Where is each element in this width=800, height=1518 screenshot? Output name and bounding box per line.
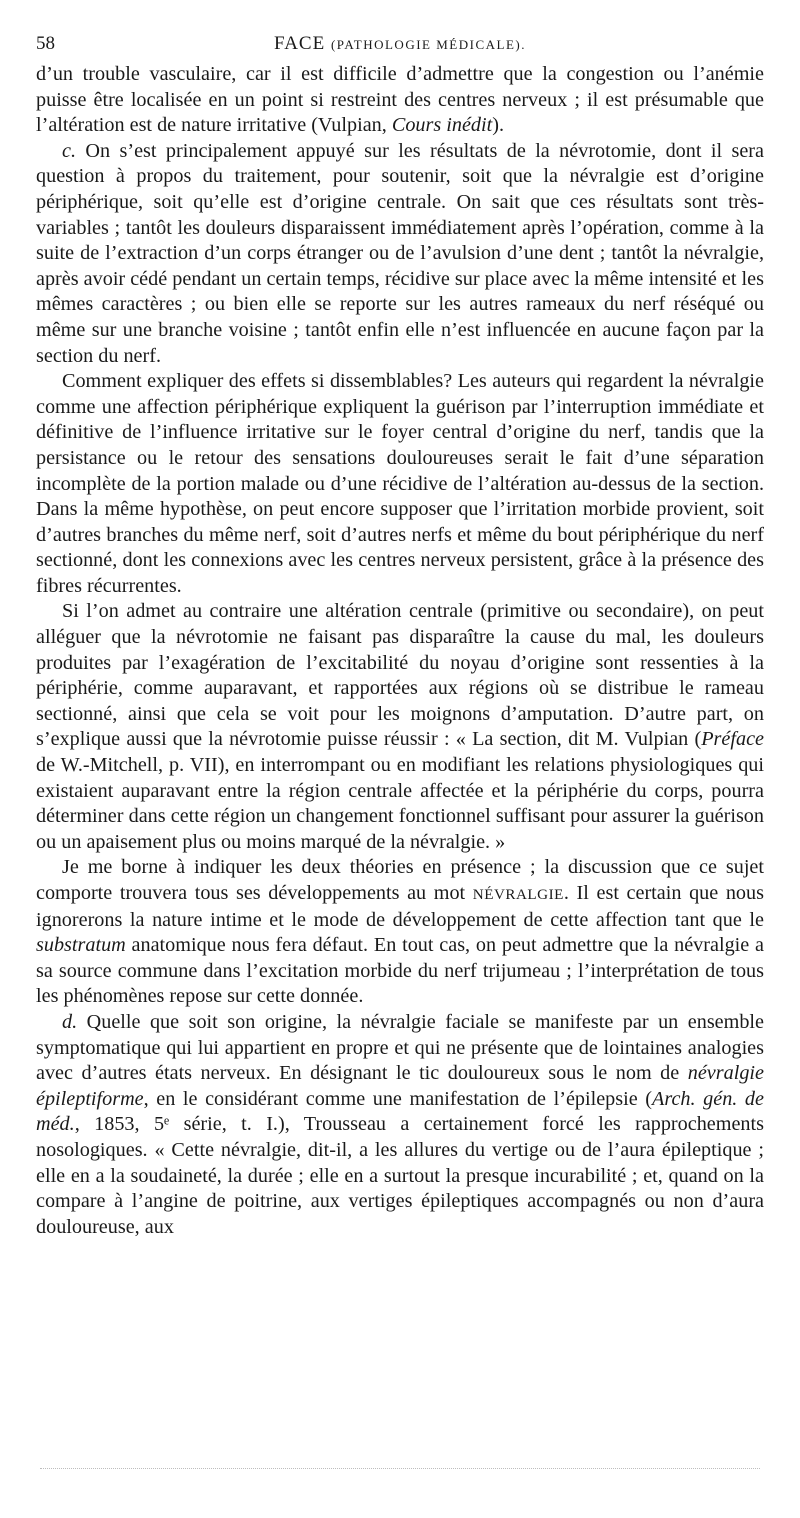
text-run: ). <box>492 114 505 137</box>
text-run: Je me borne à indiquer les deux théories en présence ; la discussion que ce sujet comporte trouvera tous ses développements au mot <box>36 856 764 904</box>
running-head <box>36 32 764 57</box>
paragraph-c <box>36 139 764 369</box>
paragraph-5 <box>36 855 764 1010</box>
text-run: . Il est certain que nous ignorerons la nature intime et le mode de développement de cette affection tant que le <box>36 882 764 931</box>
italic-citation: Cours inédit <box>391 114 493 137</box>
text-run: Comment expliquer des effets si dissemblables? Les auteurs qui regardent la névralgie comme une affection périphérique expliquent la guérison par l’interruption immédiate et définitive de l’influence irritative sur le foyer central d’origine du nerf, tandis que la persistance ou le retour des sensations douloureuses serait le fait d’une séparation incomplète de la portion malade ou d’une récidive de l’altération au-dessus de la section. Dans la même hypothèse, on peut encore supposer que l’irritation morbide provient, soit d’autres branches du même nerf, soit d’autres nerfs et même du bout périphérique du nerf sectionné, dont les connexions avec les centres nerveux persistent, grâce à la présence des fibres récurrentes. <box>36 370 764 597</box>
page-number: 58 <box>36 33 55 54</box>
italic-citation: Préface <box>701 728 764 751</box>
text-run: Quelle que soit son origine, la névralgie faciale se manifeste par un ensemble symptomatique qui lui appartient en propre et qui ne présente que de lointaines analogies avec d’autres états nerveux. En désignant le tic douloureux sous le nom de <box>36 1010 764 1085</box>
text-run: d’un trouble vasculaire, car il est difficile d’admettre que la congestion ou l’anémie puisse être localisée en un point si restreint des centres nerveux ; il est présumable que l’altération est de nature irritative (Vulpian, <box>36 63 764 137</box>
text-run: On s’est principalement appuyé sur les résultats de la névrotomie, dont il sera question à propos du traitement, pour soutenir, soit que la névralgie est d’origine périphérique, soit qu’elle est d’origine centrale. On sait que ces résultats sont très-variables ; tantôt les douleurs disparaissent immédiatement après l’opération, comme à la suite de l’extraction d’un corps étranger ou de l’avulsion d’une dent ; tantôt la névralgie, après avoir cédé pendant un certain temps, récidive sur place avec la même intensité et les mêmes caractères ; ou bien elle se reporte sur les autres rameaux du nerf réséqué ou même sur une branche voisine ; tantôt enfin elle n’est influencée en aucune façon par la section du nerf. <box>36 139 764 367</box>
small-caps-term: NÉVRALGIE <box>472 886 564 903</box>
text-run: , 1853, 5ᵉ série, t. I.), Trousseau a certainement forcé les rapprochements nosologiques. « Cette névralgie, dit-il, a les allures du vertige ou de l’aura épileptique ; elle en a la soudaineté, la durée ; elle en a surtout la presque incurabilité ; et, quand on la compare à l’angine de poitrine, aux vertiges épileptiques accompagnés ou non d’aura douloureuse, aux <box>36 1113 764 1238</box>
page-body <box>36 62 764 1240</box>
paragraph-3 <box>36 369 764 599</box>
italic-citation: Arch. gén. de méd. <box>36 1087 764 1136</box>
paragraph-1 <box>36 62 764 139</box>
text-run: de W.-Mitchell, p. VII), en interrompant ou en modifiant les relations physiologiques qui existaient auparavant entre la région centrale affectée et la périphérie du corps, pourra déterminer dans cette région un changement fonctionnel suffisant pour assurer la guérison ou un apaisement plus ou moins marqué de la névralgie. » <box>36 754 764 853</box>
scan-artifact-line <box>40 1468 760 1471</box>
italic-term: substratum <box>36 934 126 957</box>
running-head-subtitle: (PATHOLOGIE MÉDICALE). <box>330 37 526 52</box>
text-run: Si l’on admet au contraire une altération centrale (primitive ou secondaire), on peut alléguer que la névrotomie ne faisant pas disparaître la cause du mal, les douleurs produites par l’exagération de l’excitabilité du noyau d’origine sont ressenties à la périphérie, comme auparavant, et rapportées aux régions où se distribue le rameau sectionné, ainsi que cela se voit pour les moignons d’amputation. D’autre part, on s’explique aussi que la névrotomie puisse réussir : « La section, dit M. Vulpian ( <box>36 600 764 751</box>
section-marker: d. <box>62 1010 78 1033</box>
page-header <box>36 32 764 56</box>
text-run: , en le considérant comme une manifestation de l’épilepsie ( <box>143 1087 653 1110</box>
running-head-title: FACE <box>274 33 326 54</box>
section-marker: c. <box>62 139 77 162</box>
text-run: anatomique nous fera défaut. En tout cas, on peut admettre que la névralgie a sa source commune dans l’excitation morbide du nerf trijumeau ; l’interprétation de tous les phénomènes repose sur cette donnée. <box>36 934 764 1008</box>
paragraph-d <box>36 1010 764 1240</box>
italic-term: névralgie épileptiforme <box>36 1062 764 1110</box>
paragraph-4 <box>36 599 764 855</box>
